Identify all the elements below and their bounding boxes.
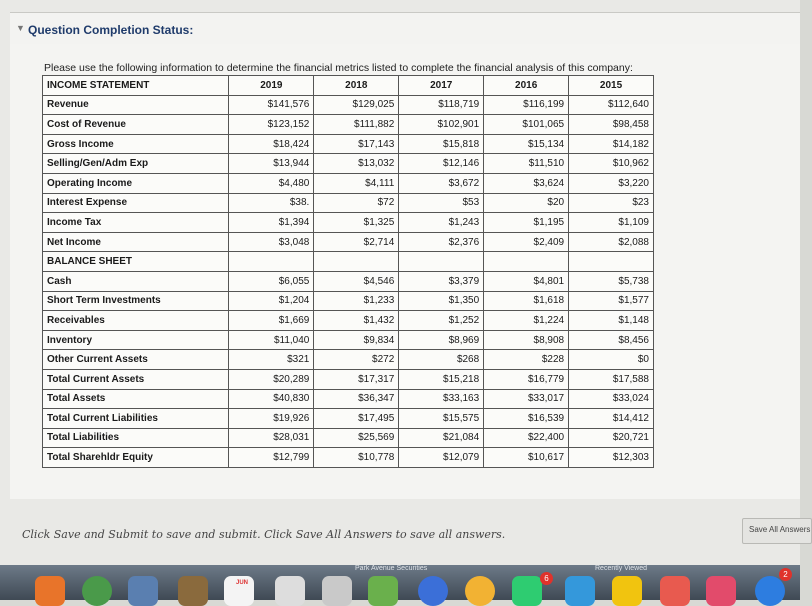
table-row [43, 389, 654, 409]
table-cell: $25,569 [314, 428, 399, 448]
row-label: Receivables [43, 311, 229, 331]
row-label: Other Current Assets [43, 350, 229, 370]
table-cell: $6,055 [229, 271, 314, 291]
table-cell: $102,901 [399, 115, 484, 135]
row-label: Interest Expense [43, 193, 229, 213]
table-cell [484, 252, 569, 272]
dock-tooltip-right: Recently Viewed [595, 565, 648, 572]
table-row [43, 428, 654, 448]
table-cell: $38. [229, 193, 314, 213]
row-label: Total Liabilities [43, 428, 229, 448]
table-cell: $1,669 [229, 311, 314, 331]
year-header: 2016 [484, 76, 569, 96]
table-cell: $19,926 [229, 409, 314, 429]
table-cell: $9,834 [314, 330, 399, 350]
table-cell: $10,778 [314, 448, 399, 468]
table-cell: $111,882 [314, 115, 399, 135]
table-header-row [43, 76, 654, 96]
year-header: 2017 [399, 76, 484, 96]
row-label: Total Assets [43, 389, 229, 409]
table-cell: $118,719 [399, 95, 484, 115]
table-cell: $12,146 [399, 154, 484, 174]
table-cell: $4,546 [314, 271, 399, 291]
calendar-month: JUN [236, 580, 249, 586]
table-cell: $2,376 [399, 232, 484, 252]
table-cell [229, 252, 314, 272]
dock-app-icon[interactable] [35, 576, 65, 606]
facetime-icon[interactable] [565, 576, 595, 606]
table-row [43, 115, 654, 135]
row-label: Total Current Liabilities [43, 409, 229, 429]
year-header: 2018 [314, 76, 399, 96]
table-cell: $141,576 [229, 95, 314, 115]
table-cell: $20,289 [229, 369, 314, 389]
table-cell: $2,714 [314, 232, 399, 252]
save-instructions-text: Click Save and Submit to save and submit. Click Save All Answers to save all answers. [22, 528, 506, 541]
table-cell [314, 252, 399, 272]
table-cell: $272 [314, 350, 399, 370]
question-status-bar[interactable] [10, 12, 800, 45]
table-cell: $4,801 [484, 271, 569, 291]
table-cell: $17,588 [569, 369, 654, 389]
balance-sheet-header: BALANCE SHEET [43, 252, 229, 272]
table-cell: $2,409 [484, 232, 569, 252]
income-statement-header: INCOME STATEMENT [43, 76, 229, 96]
table-cell: $1,325 [314, 213, 399, 233]
notification-badge: 2 [779, 568, 792, 581]
table-cell: $14,182 [569, 134, 654, 154]
dock-tooltip-left: Park Avenue Securities [355, 565, 428, 572]
table-cell: $1,394 [229, 213, 314, 233]
row-label: Operating Income [43, 173, 229, 193]
table-cell: $17,317 [314, 369, 399, 389]
table-cell: $15,818 [399, 134, 484, 154]
table-cell: $1,577 [569, 291, 654, 311]
table-row [43, 448, 654, 468]
table-cell: $10,617 [484, 448, 569, 468]
row-label: Short Term Investments [43, 291, 229, 311]
table-cell: $116,199 [484, 95, 569, 115]
table-cell: $1,252 [399, 311, 484, 331]
table-cell: $15,134 [484, 134, 569, 154]
dock-app-icon[interactable] [275, 576, 305, 606]
year-header: 2019 [229, 76, 314, 96]
table-cell: $4,480 [229, 173, 314, 193]
table-row [43, 134, 654, 154]
row-label: Net Income [43, 232, 229, 252]
table-cell: $53 [399, 193, 484, 213]
table-cell: $228 [484, 350, 569, 370]
table-cell: $28,031 [229, 428, 314, 448]
table-cell: $33,024 [569, 389, 654, 409]
dock-app-icon[interactable] [82, 576, 112, 606]
row-label: Selling/Gen/Adm Exp [43, 154, 229, 174]
table-row [43, 330, 654, 350]
table-cell: $112,640 [569, 95, 654, 115]
dock-app-icon[interactable] [322, 576, 352, 606]
table-cell: $18,424 [229, 134, 314, 154]
table-cell: $1,195 [484, 213, 569, 233]
table-cell: $1,204 [229, 291, 314, 311]
row-label: Cost of Revenue [43, 115, 229, 135]
table-cell: $12,303 [569, 448, 654, 468]
table-cell: $11,040 [229, 330, 314, 350]
question-instructions: Please use the following information to determine the financial metrics listed to complete the financial analysis of this company: [44, 62, 633, 74]
table-cell: $1,350 [399, 291, 484, 311]
table-row [43, 271, 654, 291]
table-cell: $3,048 [229, 232, 314, 252]
dock-app-icon[interactable] [660, 576, 690, 606]
table-cell: $15,575 [399, 409, 484, 429]
table-cell: $13,944 [229, 154, 314, 174]
table-cell: $13,032 [314, 154, 399, 174]
table-cell: $321 [229, 350, 314, 370]
table-cell: $8,908 [484, 330, 569, 350]
row-label: Cash [43, 271, 229, 291]
row-label: Total Sharehldr Equity [43, 448, 229, 468]
table-cell: $23 [569, 193, 654, 213]
table-row [43, 213, 654, 233]
table-cell: $1,109 [569, 213, 654, 233]
table-cell: $0 [569, 350, 654, 370]
app-store-icon[interactable] [755, 576, 785, 606]
table-cell: $12,079 [399, 448, 484, 468]
table-row [43, 95, 654, 115]
table-cell: $1,233 [314, 291, 399, 311]
financial-data-table [42, 75, 654, 468]
table-cell: $10,962 [569, 154, 654, 174]
question-completion-status-title: Question Completion Status: [28, 23, 194, 37]
table-cell: $33,017 [484, 389, 569, 409]
row-label: Revenue [43, 95, 229, 115]
table-cell: $2,088 [569, 232, 654, 252]
table-row [43, 409, 654, 429]
row-label: Total Current Assets [43, 369, 229, 389]
table-cell: $1,224 [484, 311, 569, 331]
table-row [43, 154, 654, 174]
table-cell: $11,510 [484, 154, 569, 174]
table-cell: $72 [314, 193, 399, 213]
table-cell: $16,539 [484, 409, 569, 429]
chevron-down-icon[interactable]: ▼ [16, 23, 25, 33]
table-cell: $36,347 [314, 389, 399, 409]
table-cell: $40,830 [229, 389, 314, 409]
table-cell [399, 252, 484, 272]
dock-app-icon[interactable] [178, 576, 208, 606]
notification-badge: 6 [540, 572, 553, 585]
table-cell: $14,412 [569, 409, 654, 429]
table-cell: $268 [399, 350, 484, 370]
table-row [43, 173, 654, 193]
dock-app-icon[interactable] [418, 576, 448, 606]
table-cell: $5,738 [569, 271, 654, 291]
table-cell: $3,379 [399, 271, 484, 291]
table-row [43, 232, 654, 252]
photos-icon[interactable] [465, 576, 495, 606]
year-header: 2015 [569, 76, 654, 96]
table-cell: $98,458 [569, 115, 654, 135]
save-all-answers-button[interactable]: Save All Answers [742, 518, 812, 544]
table-cell: $1,148 [569, 311, 654, 331]
table-row [43, 291, 654, 311]
table-cell: $8,969 [399, 330, 484, 350]
row-label: Inventory [43, 330, 229, 350]
table-cell: $15,218 [399, 369, 484, 389]
row-label: Gross Income [43, 134, 229, 154]
table-cell: $17,143 [314, 134, 399, 154]
maps-icon[interactable] [368, 576, 398, 606]
table-cell: $101,065 [484, 115, 569, 135]
music-icon[interactable] [706, 576, 736, 606]
table-cell: $8,456 [569, 330, 654, 350]
dock-app-icon[interactable] [128, 576, 158, 606]
table-cell: $4,111 [314, 173, 399, 193]
table-cell: $20 [484, 193, 569, 213]
table-cell: $33,163 [399, 389, 484, 409]
messages-icon[interactable] [512, 576, 542, 606]
table-cell: $17,495 [314, 409, 399, 429]
table-row [43, 193, 654, 213]
row-label: Income Tax [43, 213, 229, 233]
numbers-icon[interactable] [612, 576, 642, 606]
section-header-row [43, 252, 654, 272]
table-cell: $3,672 [399, 173, 484, 193]
table-cell [569, 252, 654, 272]
table-cell: $3,220 [569, 173, 654, 193]
table-row [43, 350, 654, 370]
table-cell: $22,400 [484, 428, 569, 448]
table-cell: $1,243 [399, 213, 484, 233]
table-cell: $21,084 [399, 428, 484, 448]
table-cell: $12,799 [229, 448, 314, 468]
table-cell: $1,432 [314, 311, 399, 331]
table-cell: $129,025 [314, 95, 399, 115]
table-cell: $20,721 [569, 428, 654, 448]
table-cell: $16,779 [484, 369, 569, 389]
table-row [43, 311, 654, 331]
table-cell: $123,152 [229, 115, 314, 135]
table-cell: $3,624 [484, 173, 569, 193]
table-cell: $1,618 [484, 291, 569, 311]
table-row [43, 369, 654, 389]
